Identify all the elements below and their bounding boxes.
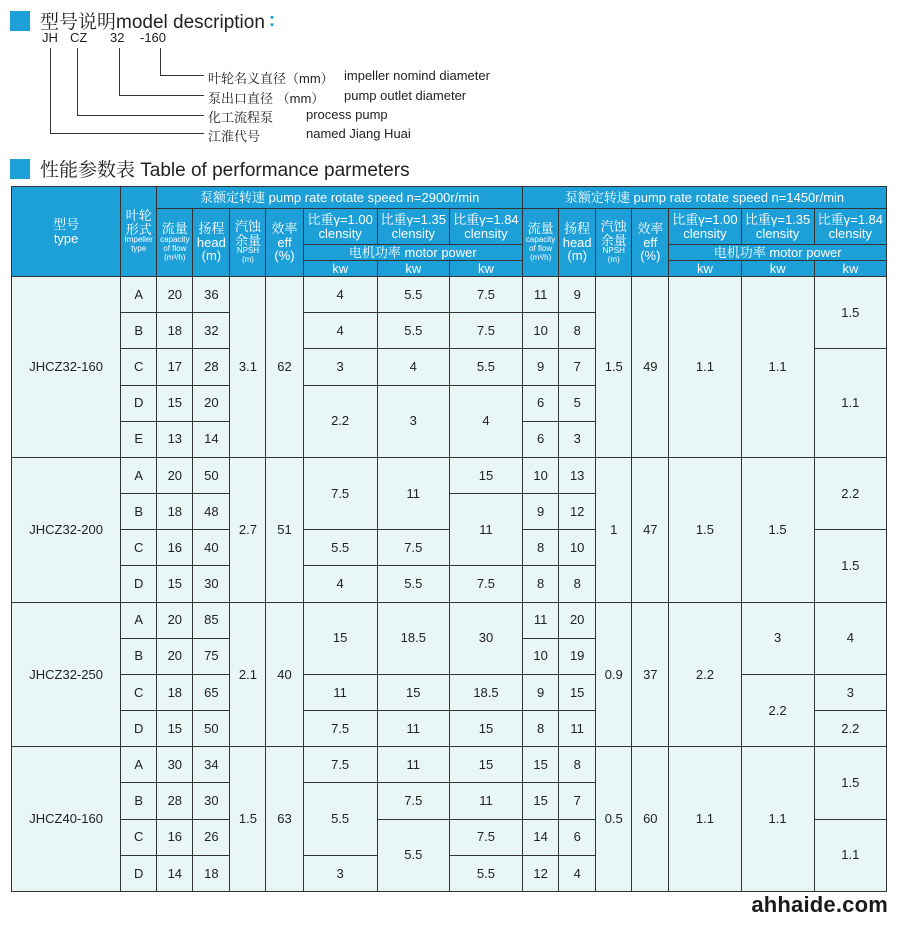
legend-en-1: pump outlet diameter: [344, 88, 467, 103]
table-row: B 18 48 11 9 12: [12, 494, 887, 530]
table-row: JHCZ32-160 A 20 36 3.1 62 4 5.5 7.5 11 9 1.5 49 1.1 1.1 1.5: [12, 277, 887, 313]
legend-cn-0: 叶轮名义直径（mm）: [208, 71, 334, 86]
header-motor-power: 电机功率 motor power kw kw kw: [303, 245, 523, 277]
type-cell: JHCZ32-200: [12, 457, 121, 602]
header-density-135-2: 比重γ=1.35 clensity: [741, 209, 814, 245]
header-motor-power-2: 电机功率 motor power kw kw kw: [669, 245, 887, 277]
table-row: JHCZ40-160 A 30 34 1.5 63 7.5 11 15 15 8 0.5 60 1.1 1.1 1.5: [12, 747, 887, 783]
header-flow-2: 流量 capacity of flow (m³/h): [523, 209, 559, 277]
header-density-135: 比重γ=1.35 clensity: [377, 209, 449, 245]
header-npsh-2: 汽蚀余量 NPSH (m): [596, 209, 632, 277]
type-cell: JHCZ32-250: [12, 602, 121, 747]
table-row: E 13 14 6 3: [12, 421, 887, 457]
section-square-icon: [10, 159, 30, 179]
legend-cn-3: 江淮代号: [208, 129, 261, 144]
header-flow: 流量 capacity of flow (m³/h): [157, 209, 193, 277]
watermark: ahhaide.com: [751, 892, 888, 917]
bracket-line: [50, 133, 204, 134]
table-row: D 15 20 2.2 3 4 6 5: [12, 385, 887, 421]
table-row: C 17 28 3 4 5.5 9 7 1.1: [12, 349, 887, 385]
bracket-line: [119, 95, 204, 96]
bracket-line: [77, 115, 204, 116]
table-row: JHCZ32-250 A 20 85 2.1 40 15 18.5 30 11 20 0.9 37 2.2 3 4: [12, 602, 887, 638]
type-cell: JHCZ40-160: [12, 747, 121, 892]
table-row: B 28 30 5.5 7.5 11 15 7: [12, 783, 887, 819]
bracket-line: [160, 75, 204, 76]
code-jh: JH: [42, 30, 58, 45]
header-type: 型号 type: [12, 187, 121, 277]
table-row: C 18 65 11 15 18.5 9 15 2.2 3: [12, 674, 887, 710]
legend-en-3: named Jiang Huai: [306, 126, 411, 141]
performance-title: 性能参数表 Table of performance parmeters: [10, 155, 410, 182]
header-eff: 效率 eff (%): [266, 209, 303, 277]
legend-cn-2: 化工流程泵: [208, 110, 274, 125]
code-32: 32: [110, 30, 125, 45]
header-impeller: 叶轮形式 Impeller type: [121, 187, 157, 277]
model-description-title: 型号说明model description :: [10, 7, 275, 34]
bracket-line: [77, 48, 78, 116]
legend-en-0: impeller nomind diameter: [344, 68, 490, 83]
section-square-icon: [10, 11, 30, 31]
header-npsh: 汽蚀余量 NPSH (m): [230, 209, 266, 277]
header-head: 扬程 head (m): [193, 209, 230, 277]
code-cz: CZ: [70, 30, 88, 45]
table-row: C 16 40 5.5 7.5 8 10 1.5: [12, 530, 887, 566]
table-row: C 16 26 5.5 7.5 14 6 1.1: [12, 819, 887, 855]
table-row: D 14 18 3 5.5 12 4: [12, 855, 887, 891]
header-speed-2900: 泵额定转速 pump rate rotate speed n=2900r/min: [157, 187, 523, 209]
bracket-line: [50, 48, 51, 134]
header-eff-2: 效率 eff (%): [632, 209, 669, 277]
table-row: JHCZ32-200 A 20 50 2.7 51 7.5 11 15 10 13 1 47 1.5 1.5 2.2: [12, 457, 887, 493]
table-row: B 18 32 4 5.5 7.5 10 8: [12, 313, 887, 349]
type-cell: JHCZ32-160: [12, 277, 121, 458]
table-row: B 20 75 10 19: [12, 638, 887, 674]
header-density-100-2: 比重γ=1.00 clensity: [669, 209, 741, 245]
table-row: D 15 30 4 5.5 7.5 8 8: [12, 566, 887, 602]
header-density-100: 比重γ=1.00 clensity: [303, 209, 377, 245]
header-density-184-2: 比重γ=1.84 clensity: [814, 209, 886, 245]
bracket-line: [160, 48, 161, 76]
legend-en-2: process pump: [306, 107, 388, 122]
header-head-2: 扬程 head (m): [559, 209, 596, 277]
header-speed-1450: 泵额定转速 pump rate rotate speed n=1450r/min: [523, 187, 887, 209]
performance-table: [11, 186, 887, 892]
code-160: -160: [140, 30, 167, 45]
table-row: D 15 50 7.5 11 15 8 11 2.2: [12, 711, 887, 747]
header-density-184: 比重γ=1.84 clensity: [449, 209, 522, 245]
legend-cn-1: 泵出口直径 （mm）: [208, 91, 325, 106]
bracket-line: [119, 48, 120, 96]
